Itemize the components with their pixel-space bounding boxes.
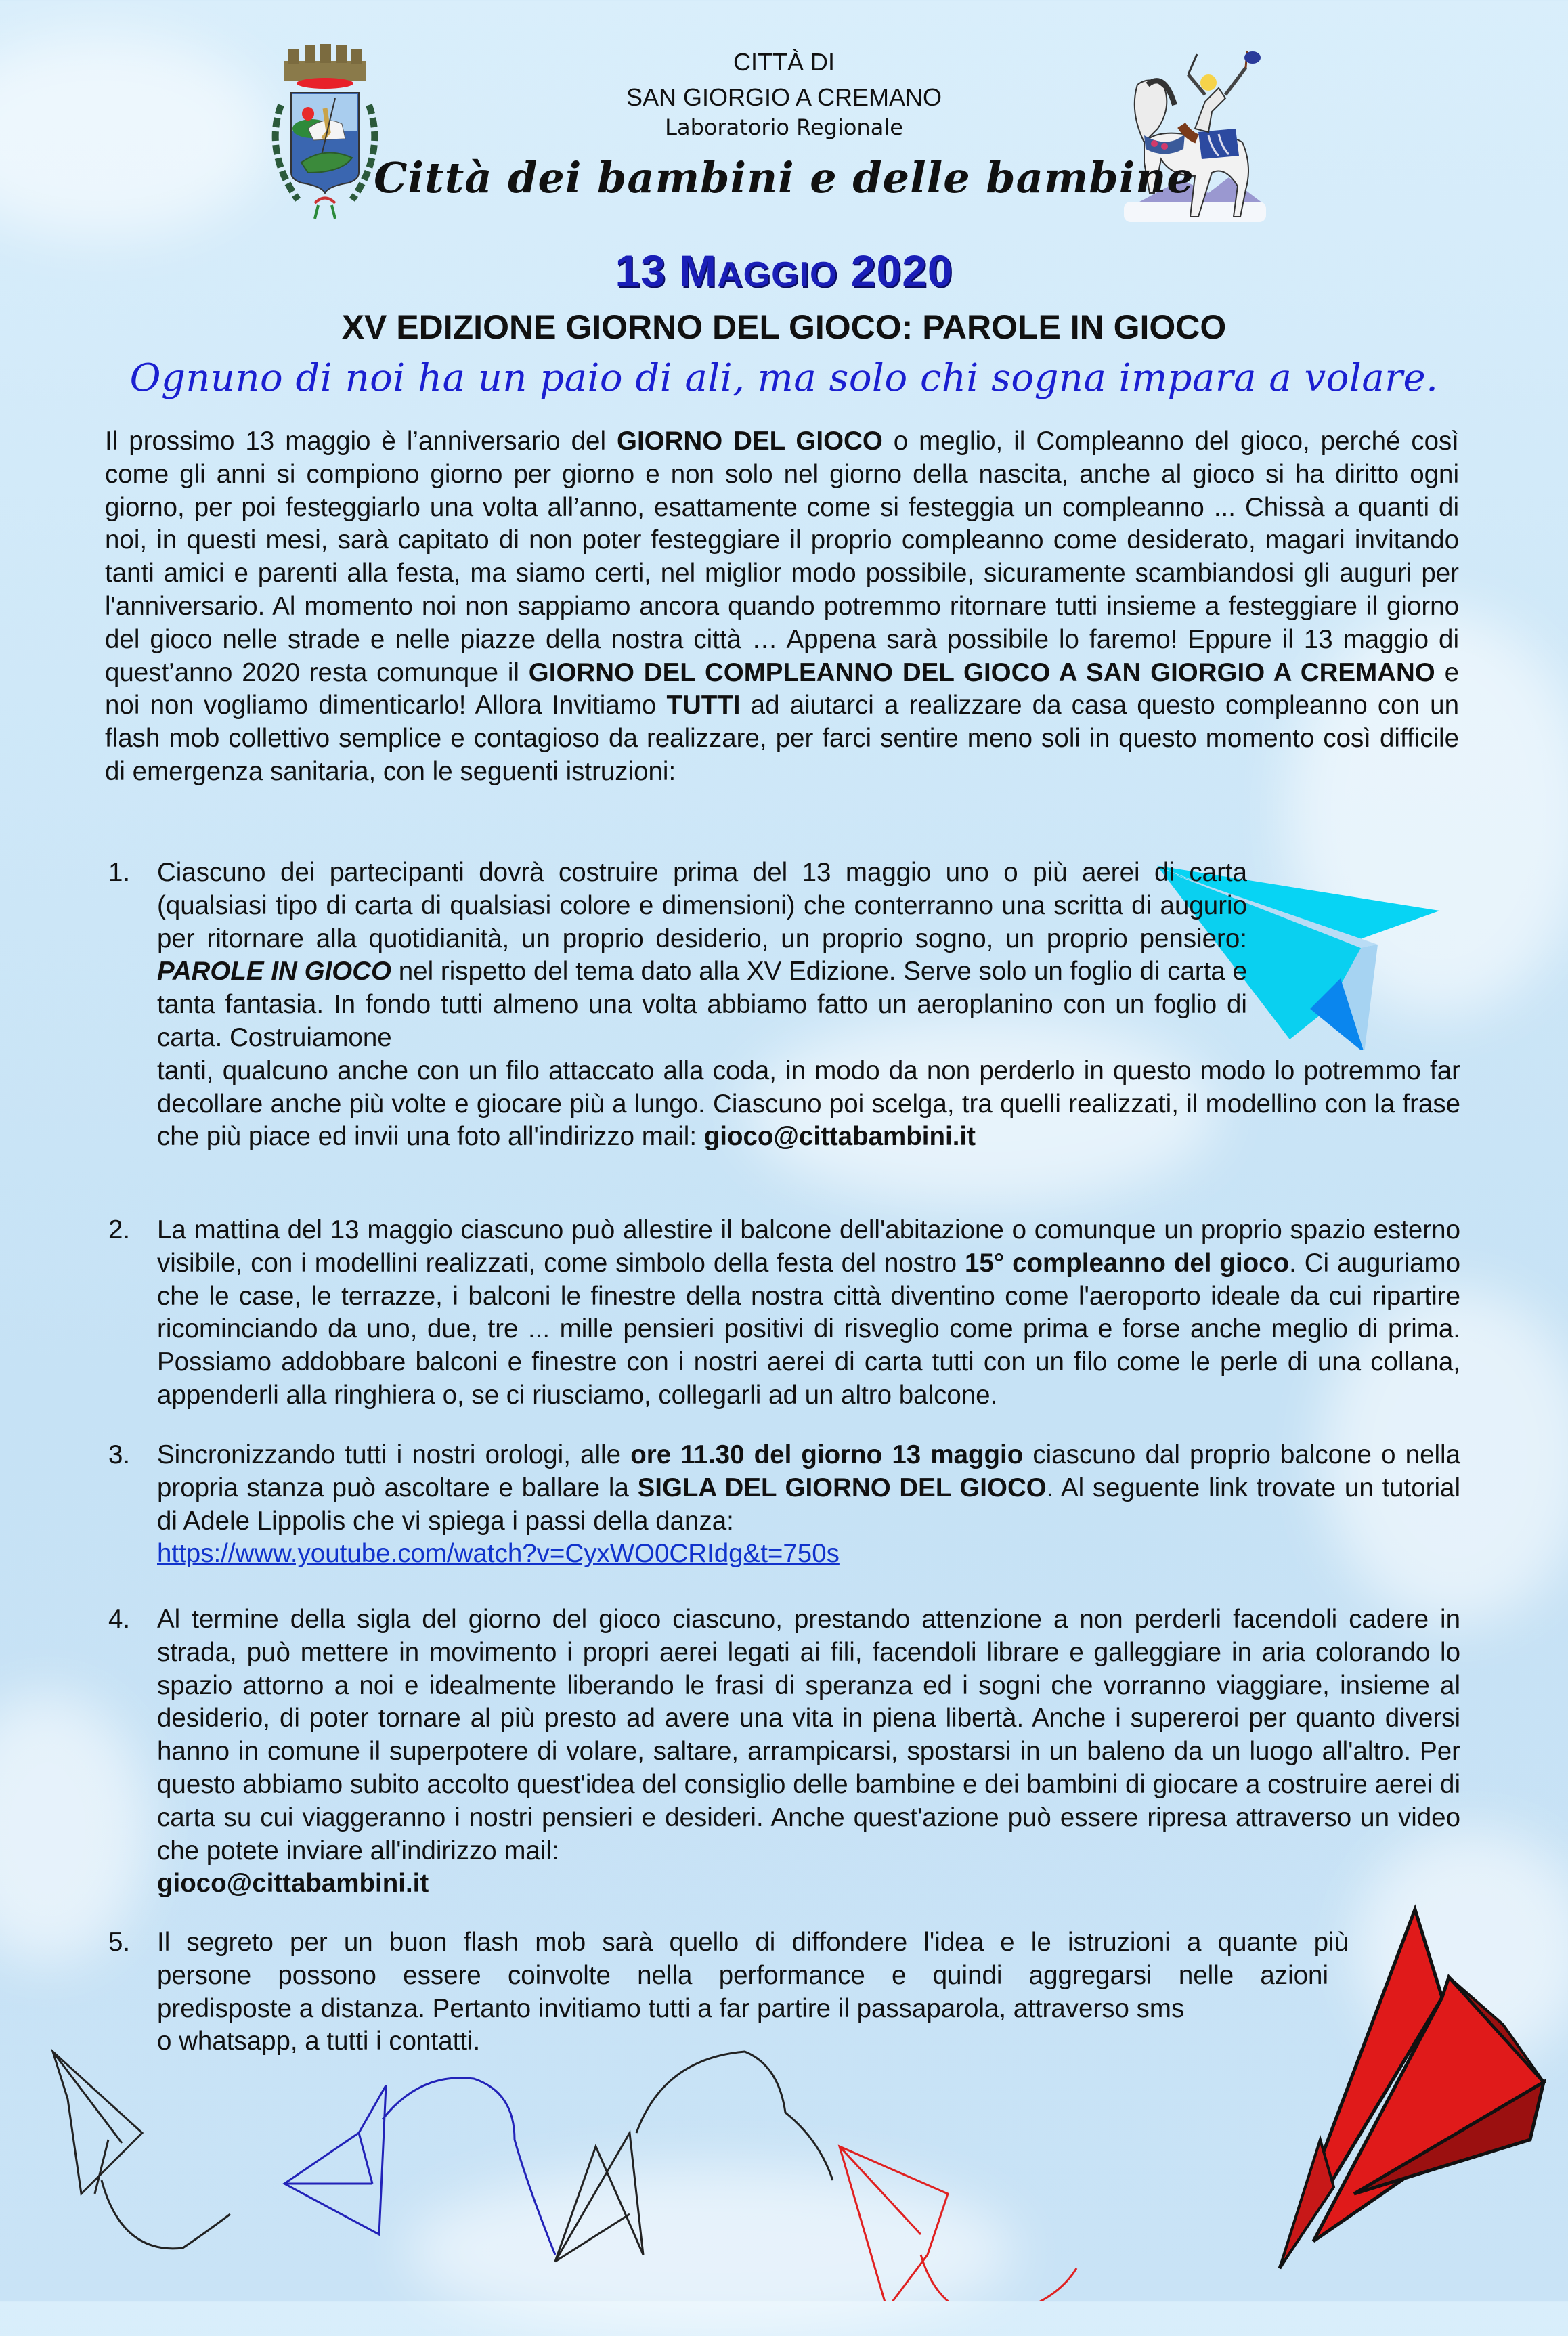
item-text: ciascuno dal proprio balcone o nella propria stanza può ascoltare e ballare la — [157, 1440, 1461, 1502]
paper-plane-doodle-icon — [41, 2031, 1259, 2301]
item-number: 4. — [108, 1605, 131, 1634]
paper-plane-icon — [1232, 1889, 1568, 2295]
edition-title: XV EDIZIONE GIORNO DEL GIOCO: PAROLE IN GIOCO — [341, 308, 1227, 346]
header-script-title: Città dei bambini e delle bambine — [374, 153, 1194, 202]
intro-bold: TUTTI — [666, 691, 741, 720]
item-bold: 15° compleanno del gioco — [964, 1248, 1290, 1278]
intro-bold: GIORNO DEL COMPLEANNO DEL GIOCO A SAN GIORGIO A CREMANO — [528, 657, 1435, 687]
intro-text: Il prossimo 13 maggio è l’anniversario del — [105, 427, 617, 456]
doodle-plane-black-2 — [555, 2133, 643, 2262]
motto: Ognuno di noi ha un paio di ali, ma solo chi sogna impara a volare. — [129, 356, 1439, 400]
item-bold: ore 11.30 del giorno 13 maggio — [630, 1440, 1024, 1469]
date-title — [0, 245, 1568, 301]
date-month-initial: M — [679, 246, 718, 296]
item-number: 1. — [108, 858, 131, 887]
header-lab: Laboratorio Regionale — [665, 114, 903, 140]
item-text: Al termine della sigla del giorno del gioco ciascuno, prestando attenzione a non perderli facendoli cadere in strada, può mettere in movimento i propri aerei legati ai fili, facendoli librare e galleggiare in aria colorando lo spazio attorno a noi e idealmente liberando le frasi di speranza ed i sogni che vorranno viaggiare, insieme al desiderio, di poter tornare al più presto ad avere una vita in piena libertà. Anche i supereroi per quanto diversi hanno in comune il superpotere di volare, saltare, arrampicarsi, spostarsi in un baleno da un luogo all'altro. Per questo abbiamo subito accolto quest'idea del consiglio delle bambine e dei bambini di giocare a costruire aerei di carta su cui viaggeranno i nostri pensieri e desideri. Anche quest'azione può essere ripresa attraverso un video che potete inviare all'indirizzo mail: — [157, 1605, 1460, 1865]
item-bold-italic: PAROLE IN GIOCO — [157, 957, 391, 987]
item-number: 3. — [108, 1440, 131, 1469]
item-text-line: predisposte a distanza. Pertanto invitiamo tutti a far partire il passaparola, attraverso sms — [157, 1993, 1185, 2023]
intro-text: o meglio, il Compleanno del gioco, perché così come gli anni si compiono giorno per giorno e non solo nel giorno della nascita, anche al gioco si ha diritto ogni giorno, per poi festeggiarlo una volta all’anno, esattamente come si festeggia un compleanno ... Chissà a quanti di noi, in questi mesi, sarà capitato di non poter festeggiare il proprio compleanno come desiderato, magari invitando tanti amici e parenti alla festa, ma siamo certi, nel miglior modo possibile, sicuramente scambiandosi gli auguri per l'anniversario. Al momento noi non sappiamo ancora quando potremmo ritornare tutti insieme a festeggiare il giorno del gioco nelle strade e nelle piazze della nostra città … Appena sarà possibile lo faremo! Eppure il 13 maggio di quest’anno 2020 resta comunque il — [105, 427, 1459, 687]
email-link[interactable]: gioco@cittabambini.it — [703, 1122, 976, 1152]
intro-text: e noi non vogliamo dimenticarlo! Allora Invitiamo — [105, 657, 1459, 720]
youtube-link[interactable]: https://www.youtube.com/watch?v=CyxWO0CRIdg&t=750s — [157, 1539, 840, 1569]
doodle-plane-black-1 — [53, 2052, 142, 2194]
date-day: 13 — [615, 246, 680, 296]
header-city — [0, 47, 1568, 112]
email-link[interactable]: gioco@cittabambini.it — [157, 1869, 429, 1899]
item-text-line: o whatsapp, a tutti i contatti. — [157, 2027, 481, 2056]
item-text: nel rispetto del tema dato alla XV Edizione. Serve solo un foglio di carta e tanta fantasia. In fondo tutti almeno una volta abbiamo fatto un aeroplanino con un foglio di carta. Costruiamone — [157, 957, 1247, 1052]
intro-text: ad aiutarci a realizzare da casa questo compleanno con un flash mob collettivo semplice e contagioso da realizzare, per farci sentire meno soli in questo momento così difficile di emergenza sanitaria, con le seguenti istruzioni: — [105, 691, 1460, 786]
item-bold: SIGLA DEL GIORNO DEL GIOCO — [637, 1473, 1047, 1502]
item-text: tanti, qualcuno anche con un filo attaccato alla coda, in modo da non perderlo in questo modo lo potremmo far decollare anche più volte e giocare più a lungo. Ciascuno poi scelga, tra quelli realizzati, il modellino con la frase che più piace ed invii una foto all'indirizzo mail: — [157, 1056, 1460, 1152]
doodle-plane-blue — [284, 2085, 386, 2234]
item-text: Ciascuno dei partecipanti dovrà costruire prima del 13 maggio uno o più aerei di carta (qualsiasi tipo di carta di qualsiasi colore e dimensioni) che conterranno una scritta di augurio per ritornare alla quotidianità, un proprio desiderio, un proprio sogno, un proprio pensiero: — [157, 858, 1247, 953]
date-month-rest: AGGIO — [717, 255, 838, 295]
item-text: . Ci auguriamo che le case, le terrazze, i balconi le finestre della nostra città diventino come l'aeroporto ideale da cui ripartire ricominciando da uno, due, tre ... mille pensieri positivi di risveglio come prima e forse anche meglio di prima. Possiamo addobbare balconi e finestre con i nostri aerei di carta tutti con un filo come le perle di una collana, appenderli alla ringhiera o, se ci riusciamo, collegarli ad un altro balcone. — [157, 1248, 1460, 1410]
intro-paragraph — [105, 425, 1459, 789]
header-city-line1: CITTÀ DI — [733, 48, 835, 76]
item-text-line: Il segreto per un buon flash mob sarà quello di diffondere l'idea e le istruzioni a quante più — [157, 1928, 1349, 1957]
doodle-plane-red — [840, 2146, 948, 2301]
date-year: 2020 — [837, 246, 953, 296]
item-number: 2. — [108, 1215, 131, 1245]
item-text: Sincronizzando tutti i nostri orologi, alle — [157, 1440, 631, 1469]
item-number: 5. — [108, 1928, 131, 1957]
instruction-item-3 — [108, 1439, 1462, 1571]
item-text: La mattina del 13 maggio ciascuno può allestire il balcone dell'abitazione o comunque un proprio spazio esterno visibile, con i modellini realizzati, come simbolo della festa del nostro — [157, 1215, 1460, 1278]
instruction-item-1 — [108, 857, 1462, 1154]
item-text: . Al seguente link trovate un tutorial di Adele Lippolis che vi spiega i passi della danza: — [157, 1473, 1460, 1536]
instruction-item-4 — [108, 1603, 1462, 1901]
header-city-line2: SAN GIORGIO A CREMANO — [626, 83, 942, 111]
instruction-item-2 — [108, 1214, 1462, 1412]
intro-bold: GIORNO DEL GIOCO — [617, 427, 883, 456]
item-text-line: persone possono essere coinvolte nella performance e quindi aggregarsi nelle azioni — [157, 1960, 1328, 1990]
